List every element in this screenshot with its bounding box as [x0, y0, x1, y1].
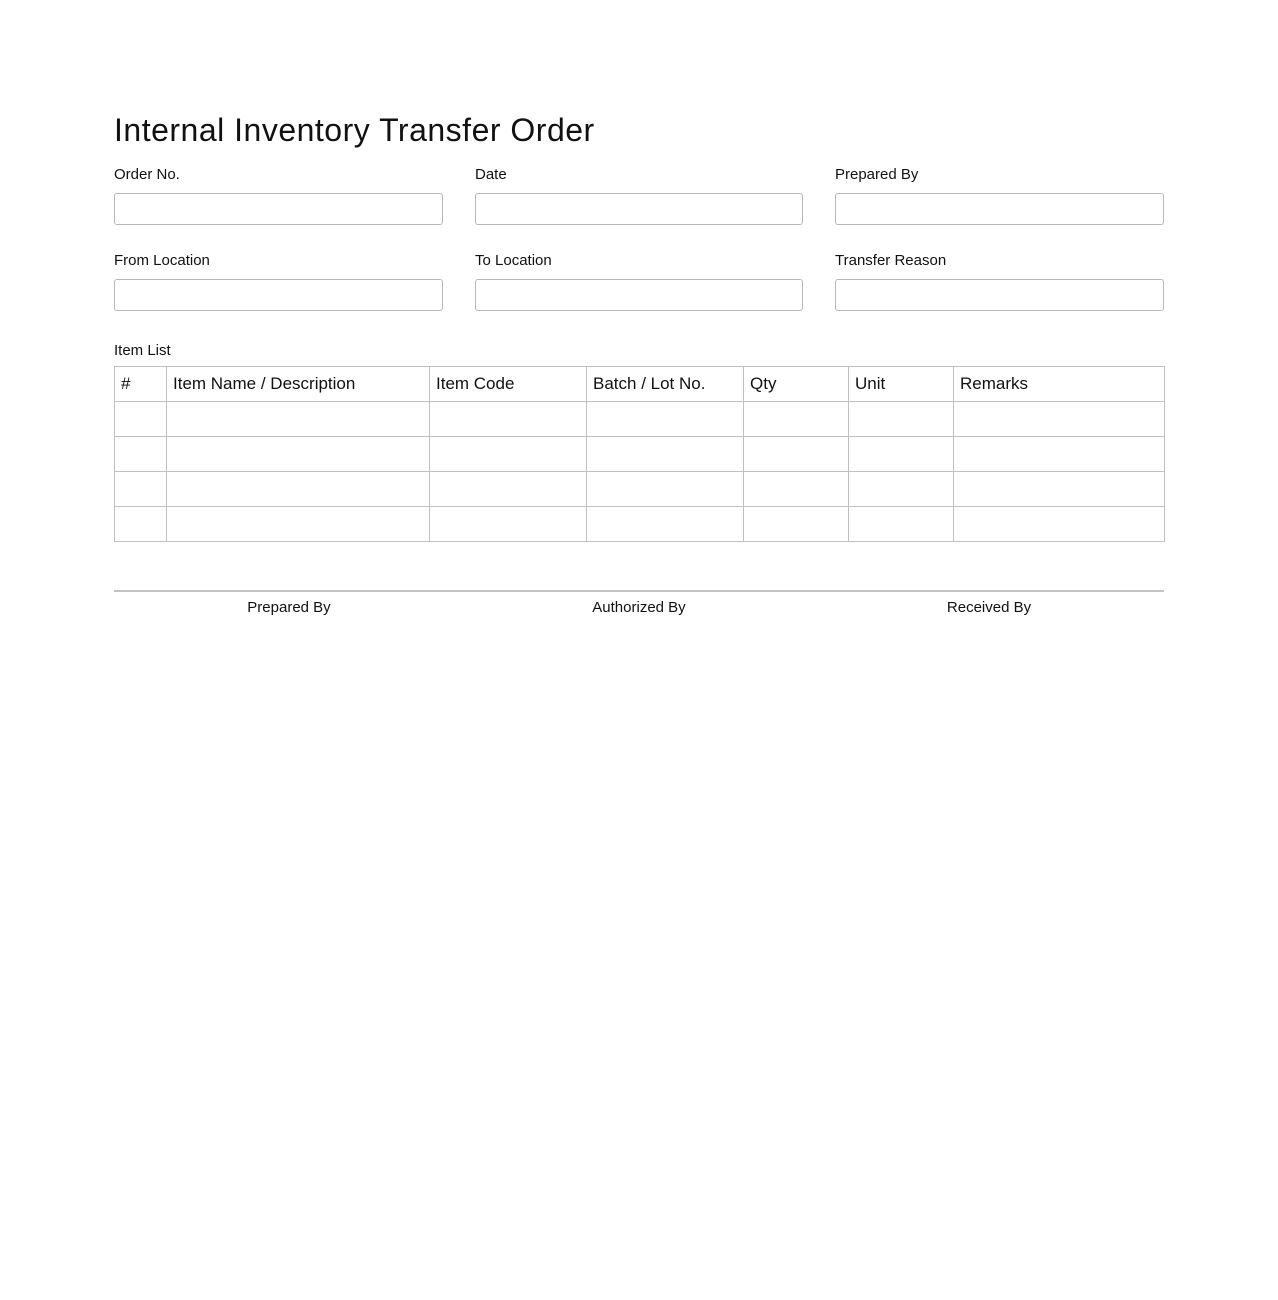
transfer-order-form [114, 110, 1164, 616]
order-no-input[interactable] [114, 193, 443, 225]
cell-item-code[interactable] [430, 402, 587, 437]
cell-qty[interactable] [744, 507, 849, 542]
date-field [475, 166, 803, 225]
cell-unit[interactable] [849, 437, 954, 472]
prepared-by-field [835, 166, 1164, 225]
cell-item-code[interactable] [430, 472, 587, 507]
to-location-label: To Location [475, 252, 552, 269]
item-list-table [114, 366, 1165, 542]
item-list-label: Item List [114, 342, 171, 359]
table-row [115, 507, 1165, 542]
header-fields-row-2 [114, 252, 1164, 311]
signature-prepared-by: Prepared By [247, 599, 331, 616]
cell-unit[interactable] [849, 507, 954, 542]
page-title: Internal Inventory Transfer Order [114, 112, 595, 148]
order-no-label: Order No. [114, 166, 180, 183]
table-row [115, 402, 1165, 437]
cell-item-name[interactable] [167, 437, 430, 472]
cell-remarks[interactable] [954, 437, 1165, 472]
cell-item-name[interactable] [167, 507, 430, 542]
column-header-item-name: Item Name / Description [167, 367, 430, 402]
from-location-field [114, 252, 443, 311]
column-header-number: # [115, 367, 167, 402]
to-location-field [475, 252, 803, 311]
table-row [115, 437, 1165, 472]
cell-unit[interactable] [849, 472, 954, 507]
cell-batch-lot[interactable] [587, 507, 744, 542]
signature-received-by: Received By [946, 599, 1032, 616]
transfer-reason-field [835, 252, 1164, 311]
column-header-batch-lot: Batch / Lot No. [587, 367, 744, 402]
cell-item-code[interactable] [430, 507, 587, 542]
signature-authorized-by: Authorized By [592, 599, 686, 616]
cell-batch-lot[interactable] [587, 437, 744, 472]
to-location-input[interactable] [475, 279, 803, 311]
column-header-remarks: Remarks [954, 367, 1165, 402]
order-no-field [114, 166, 443, 225]
signature-section [114, 590, 1164, 616]
cell-item-code[interactable] [430, 437, 587, 472]
cell-item-name[interactable] [167, 472, 430, 507]
cell-qty[interactable] [744, 472, 849, 507]
cell-remarks[interactable] [954, 402, 1165, 437]
cell-number[interactable] [115, 402, 167, 437]
cell-number[interactable] [115, 472, 167, 507]
prepared-by-input[interactable] [835, 193, 1164, 225]
column-header-qty: Qty [744, 367, 849, 402]
cell-remarks[interactable] [954, 507, 1165, 542]
cell-batch-lot[interactable] [587, 472, 744, 507]
column-header-unit: Unit [849, 367, 954, 402]
table-header-row [115, 367, 1165, 402]
date-input[interactable] [475, 193, 803, 225]
table-row [115, 472, 1165, 507]
cell-item-name[interactable] [167, 402, 430, 437]
column-header-item-code: Item Code [430, 367, 587, 402]
from-location-label: From Location [114, 252, 210, 269]
cell-qty[interactable] [744, 402, 849, 437]
cell-unit[interactable] [849, 402, 954, 437]
from-location-input[interactable] [114, 279, 443, 311]
cell-batch-lot[interactable] [587, 402, 744, 437]
transfer-reason-label: Transfer Reason [835, 252, 947, 269]
cell-number[interactable] [115, 507, 167, 542]
transfer-reason-input[interactable] [835, 279, 1164, 311]
cell-qty[interactable] [744, 437, 849, 472]
cell-remarks[interactable] [954, 472, 1165, 507]
cell-number[interactable] [115, 437, 167, 472]
header-fields-row-1 [114, 166, 1164, 225]
date-label: Date [475, 166, 507, 183]
prepared-by-label: Prepared By [835, 166, 919, 183]
